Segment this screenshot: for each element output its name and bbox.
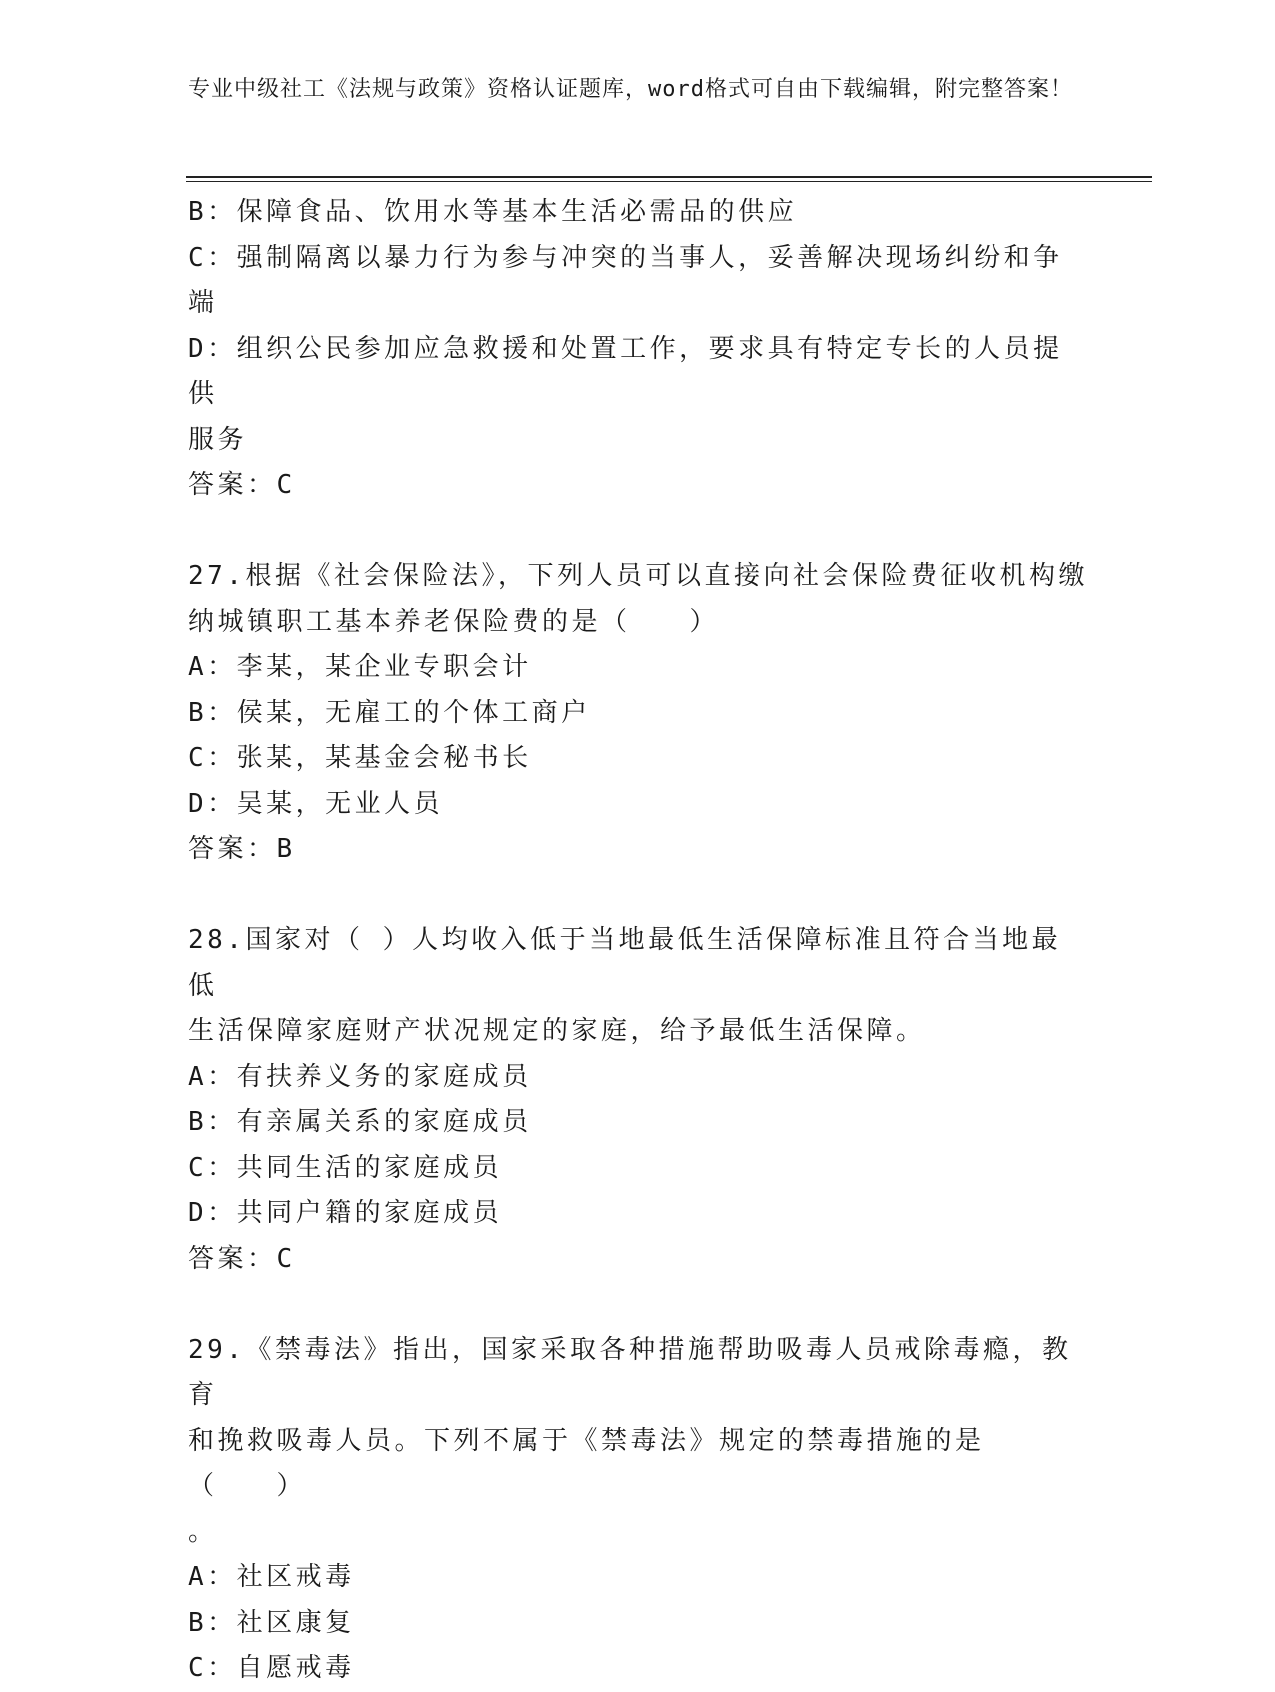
- question-stem-continued: 和挽救吸毒人员。下列不属于《禁毒法》规定的禁毒措施的是（ ）: [188, 1425, 985, 1501]
- question-stem: 28.国家对（ ）人均收入低于当地最低生活保障标准且符合当地最低: [188, 925, 1062, 1001]
- spacer: [188, 509, 1088, 555]
- question-content: [188, 190, 1088, 1692]
- question-28: [188, 918, 1088, 1282]
- answer: 答案：B: [188, 834, 296, 864]
- option-d-continued: 服务: [188, 424, 248, 455]
- option-d: D：组织公民参加应急救援和处置工作，要求具有特定专长的人员提供: [188, 333, 1063, 409]
- question-stem: 29.《禁毒法》指出，国家采取各种措施帮助吸毒人员戒除毒瘾，教育: [188, 1334, 1072, 1410]
- answer: 答案：C: [188, 470, 296, 500]
- question-stem-continued: 纳城镇职工基本养老保险费的是（ ）: [188, 606, 720, 637]
- option-c: C：自愿戒毒: [188, 1653, 355, 1683]
- option-b: B：社区康复: [188, 1607, 355, 1638]
- page-header: 专业中级社工《法规与政策》资格认证题库，word格式可自由下载编辑，附完整答案！: [188, 77, 1073, 102]
- header-divider-thick: [186, 176, 1152, 178]
- option-b: B：侯某，无雇工的个体工商户: [188, 697, 591, 728]
- question-29: [188, 1328, 1088, 1692]
- header-divider-thin: [186, 181, 1152, 182]
- answer: 答案：C: [188, 1243, 296, 1274]
- option-a: A：社区戒毒: [188, 1562, 355, 1592]
- option-c: C：强制隔离以暴力行为参与冲突的当事人，妥善解决现场纠纷和争端: [188, 242, 1063, 318]
- question-27: [188, 554, 1088, 873]
- option-d: D：吴某，无业人员: [188, 788, 444, 819]
- spacer: [188, 873, 1088, 919]
- option-c: C：共同生活的家庭成员: [188, 1152, 503, 1183]
- option-a: A：李某，某企业专职会计: [188, 652, 532, 682]
- question-26: [188, 190, 1088, 509]
- option-a: A：有扶养义务的家庭成员: [188, 1061, 532, 1092]
- question-stem-end: 。: [188, 1516, 218, 1547]
- question-stem: 27.根据《社会保险法》，下列人员可以直接向社会保险费征收机构缴: [188, 561, 1088, 591]
- option-b: B：保障食品、饮用水等基本生活必需品的供应: [188, 197, 798, 227]
- question-stem-continued: 生活保障家庭财产状况规定的家庭，给予最低生活保障。: [188, 1016, 926, 1046]
- option-b: B：有亲属关系的家庭成员: [188, 1107, 532, 1137]
- spacer: [188, 1282, 1088, 1328]
- option-c: C：张某，某基金会秘书长: [188, 743, 532, 773]
- option-d: D：共同户籍的家庭成员: [188, 1198, 503, 1228]
